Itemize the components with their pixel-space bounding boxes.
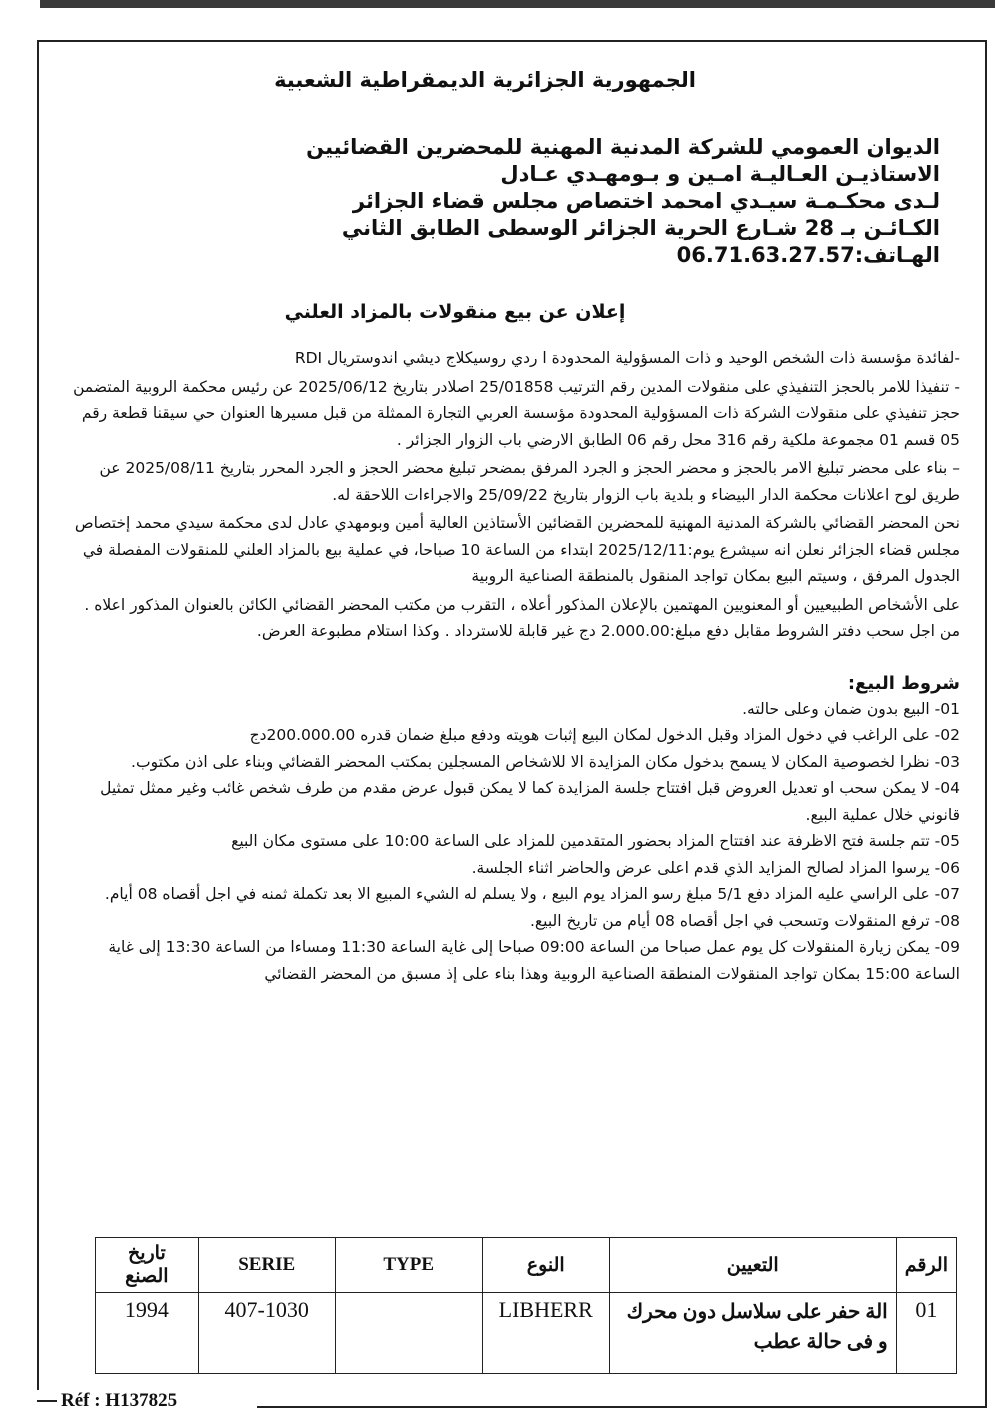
condition-item: 07- على الراسي عليه المزاد دفع 5/1 مبلغ رسو المزاد يوم البيع ، ولا يسلم له الشيء المبيع الا بعد تكملة ثمنه في اجل أقصاه 08 أيام. <box>104 885 960 903</box>
notice-paragraph: -لفائدة مؤسسة ذات الشخص الوحيد و ذات المسؤولية المحدودة ا ردي روسيكلاج ديشي اندوستريال RDI <box>294 349 960 367</box>
office-line-4: الكـائـن بـ 28 شـارع الحرية الجزائر الوسطى الطابق الثاني <box>341 216 940 240</box>
notice-paragraph: – بناء على محضر تبليغ الامر بالحجز و محضر الحجز و الجرد المرفق بمضحر تبليغ محضر الحجز و الجرد المحرر بتاريخ 2025/08/11 عن طريق لوح اعلانات محكمة الدار البيضاء و بلدية باب الزوار بتاريخ 25/09/22 والاجراءات اللاحقة له. <box>99 459 960 504</box>
condition-item: 05- تتم جلسة فتح الاظرفة عند افتتاح المزاد بحضور المتقدمين للمزاد على الساعة 10:00 على مستوى مكان البيع <box>231 832 960 850</box>
condition-item: 09- يمكن زيارة المنقولات كل يوم عمل صباحا من الساعة 09:00 صباحا إلى غاية الساعة 11:30 ومساءا من الساعة 13:30 إلى غاية الساعة 15:00 بمكان تواجد المنقولات المنطقة الصناعية الروبية وهذا بناء على إذ مسبق من المحضر القضائي <box>108 938 960 983</box>
cell-type <box>335 1293 482 1374</box>
header-serie: SERIE <box>198 1238 335 1293</box>
header-num: الرقم <box>896 1238 956 1293</box>
office-line-1: الديوان العمومي للشركة المدنية المهنية للمحضرين القضائيين <box>306 135 940 159</box>
reference-footer <box>37 1390 257 1412</box>
reference-number: Réf : H137825 <box>57 1390 181 1412</box>
header-designation: التعيين <box>609 1238 896 1293</box>
cell-num: 01 <box>896 1293 956 1374</box>
table-header-row <box>96 1238 957 1293</box>
notice-paragraph: على الأشخاص الطبيعيين أو المعنويين المهتمين بالإعلان المذكور أعلاه ، التقرب من مكتب المحضر القضائي الكائن بالعنوان المذكور اعلاه . من اجل سحب دفتر الشروط مقابل دفع مبلغ:2.000.00 دج غير قابلة للاسترداد . وكذا استلام مطبوعة العرض. <box>84 595 960 640</box>
notice-title: إعلان عن بيع منقولات بالمزاد العلني <box>284 301 626 323</box>
conditions-list <box>70 696 960 988</box>
footer-rule <box>37 1400 57 1402</box>
condition-item: 01- البيع بدون ضمان وعلى حالته. <box>742 699 960 718</box>
office-block <box>70 134 960 269</box>
cell-kind: LIBHERR <box>482 1293 609 1374</box>
table-row <box>96 1293 957 1374</box>
condition-item: 03- نظرا لخصوصية المكان لا يسمح بدخول مكان المزايدة الا للاشخاص المسجلين بمكتب المحضر القضائي وبناء على اذن مكتوب. <box>131 752 960 771</box>
notice-body <box>70 345 960 645</box>
condition-item: 04- لا يمكن سحب او تعديل العروض قبل افتتاح جلسة المزايدة كما لا يمكن قبول عرض مقدم من طرف شخص غائب وغير ممثل تمثيل قانوني خلال عملية البيع. <box>100 779 960 824</box>
office-phone: الهـاتف:06.71.63.27.57 <box>676 243 940 267</box>
conditions-title: شروط البيع: <box>847 672 960 694</box>
office-line-3: لـدى محكـمـة سيـدي امحمد اختصاص مجلس قضاء الجزائر <box>352 189 940 213</box>
items-table <box>95 1237 957 1374</box>
republic-header: الجمهورية الجزائرية الديمقراطية الشعبية <box>274 68 696 92</box>
header-kind: النوع <box>482 1238 609 1293</box>
top-edge-strip <box>40 0 995 8</box>
notice-paragraph: نحن المحضر القضائي بالشركة المدنية المهنية للمحضرين القضائين الأستاذين العالية أمين وبومهدي عادل لدى محكمة سيدي محمد إختصاص مجلس قضاء الجزائر نعلن انه سيشرع يوم:2025/12/11 ابتداء من الساعة 10 صباحا، في عملية بيع بالمزاد العلني للمنقولات المفصلة في الجدول المرفق ، وسيتم البيع بمكان تواجد المنقول بالمنطقة الصناعية الروبية <box>74 514 960 585</box>
notice-paragraph: - تنفيذا للامر بالحجز التنفيذي على منقولات المدين رقم الترتيب 25/01858 اصلادر بتاريخ 2025/06/12 عن رئيس محكمة الروبية المتضمن حجز تنفيذي على منقولات الشركة ذات المسؤولية المحدودة مؤسسة العربي التجارة الممثلة من قبل مسيرها العنوان حي سيقنا قطعة رقم 05 قسم 01 مجموعة ملكية رقم 316 محل رقم 06 الطابق الارضي باب الزوار الجزائر . <box>73 377 960 449</box>
header-year: تاريخ الصنع <box>96 1238 199 1293</box>
office-line-2: الاستاذيـن العـاليـة امـين و بـومهـدي عـادل <box>500 162 940 186</box>
cell-designation: الة حفر على سلاسل دون محرك و فى حالة عطب <box>609 1293 896 1374</box>
cell-year: 1994 <box>96 1293 199 1374</box>
condition-item: 02- على الراغب في دخول المزاد وقبل الدخول لمكان البيع إثبات هويته ودفع مبلغ ضمان قدره 200.000.00دج <box>249 726 960 744</box>
condition-item: 06- يرسوا المزاد لصالح المزايد الذي قدم اعلى عرض والحاضر اثناء الجلسة. <box>471 858 960 877</box>
condition-item: 08- ترفع المنقولات وتسحب في اجل أقصاه 08 أيام من تاريخ البيع. <box>530 911 960 930</box>
header-type: TYPE <box>335 1238 482 1293</box>
document-content <box>70 60 960 987</box>
cell-serie: 407-1030 <box>198 1293 335 1374</box>
